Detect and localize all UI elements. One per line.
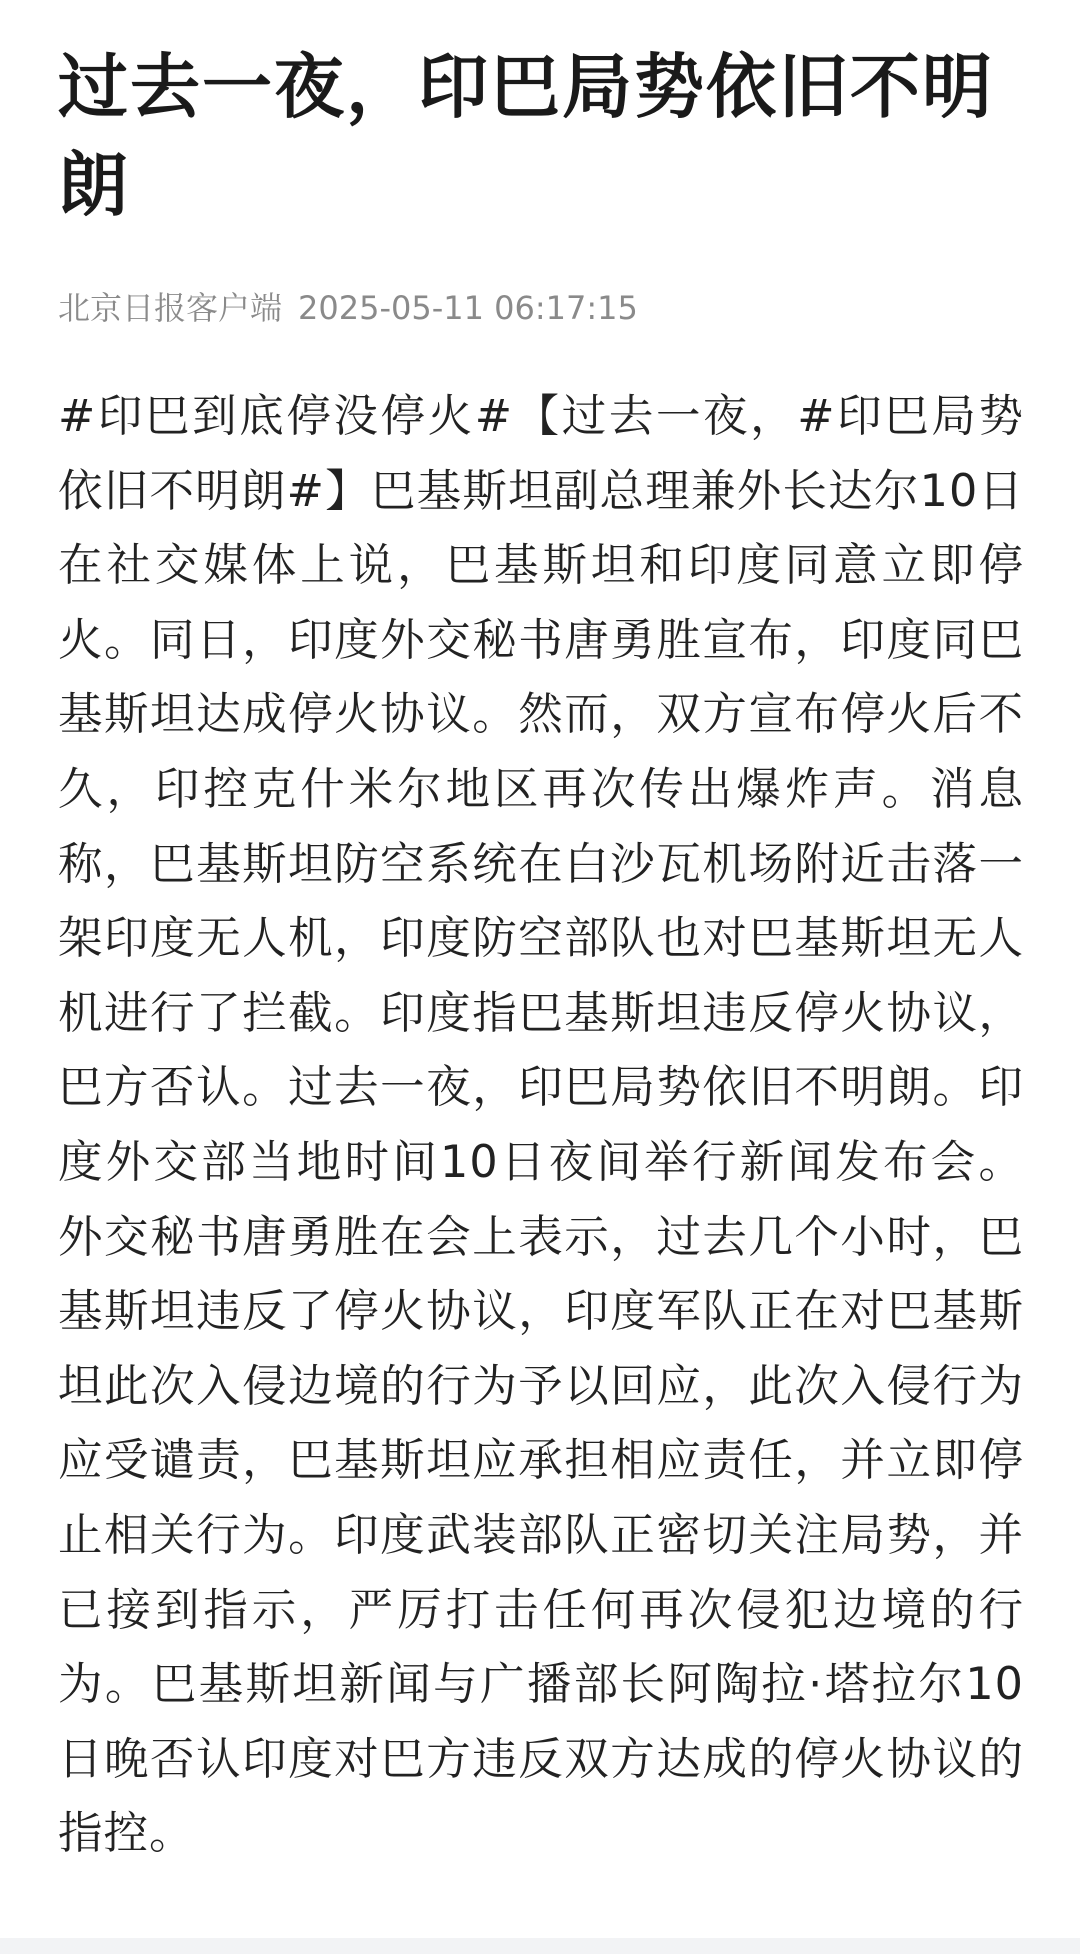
article-title: 过去一夜，印巴局势依旧不明朗 [58,46,994,226]
article-body: #印巴到底停没停火#【过去一夜，#印巴局势依旧不明朗#】巴基斯坦副总理兼外长达尔10日在社交媒体上说，巴基斯坦和印度同意立即停火。同日，印度外交秘书唐勇胜宣布，印度同巴基斯坦达成停火协议。然而，双方宣布停火后不久，印控克什米尔地区再次传出爆炸声。消息称，巴基斯坦防空系统在白沙瓦机场附近击落一架印度无人机，印度防空部队也对巴基斯坦无人机进行了拦截。印度指巴基斯坦违反停火协议，巴方否认。过去一夜，印巴局势依旧不明朗。印度外交部当地时间10日夜间举行新闻发布会。外交秘书唐勇胜在会上表示，过去几个小时，巴基斯坦违反了停火协议，印度军队正在对巴基斯坦此次入侵边境的行为予以回应，此次入侵行为应受谴责，巴基斯坦应承担相应责任，并立即停止相关行为。印度武装部队正密切关注局势，并已接到指示，严厉打击任何再次侵犯边境的行为。巴基斯坦新闻与广播部长阿陶拉·塔拉尔10日晚否认印度对巴方违反双方达成的停火协议的指控。 [58,391,1024,1860]
bottom-bar [0,1938,1080,1954]
article-source[interactable]: 北京日报客户端 [58,289,283,327]
article [58,38,1024,1872]
article-datetime: 2025-05-11 06:17:15 [298,289,638,327]
article-meta [58,286,1024,330]
